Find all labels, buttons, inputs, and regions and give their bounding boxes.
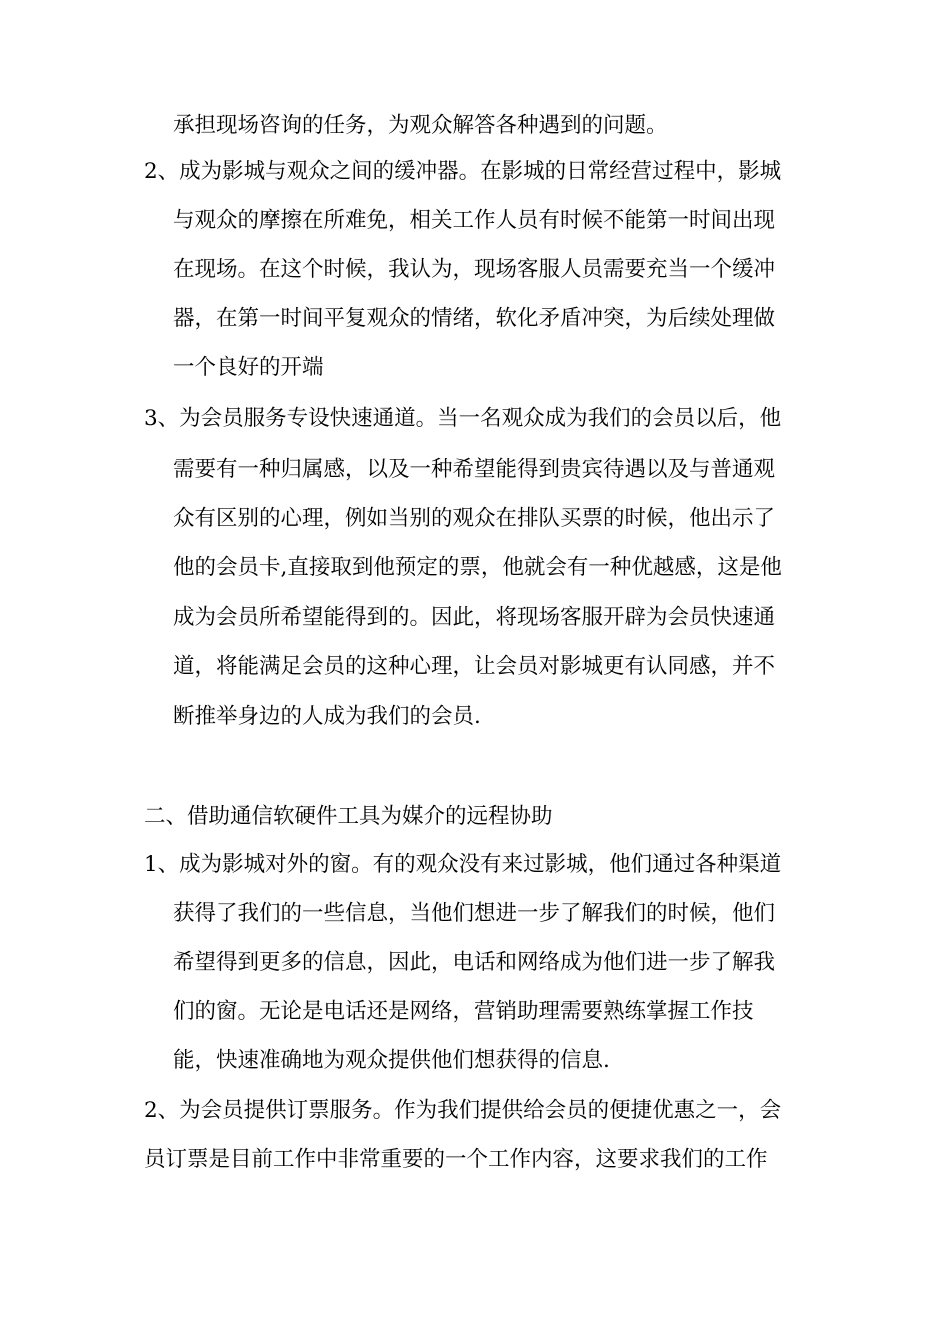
text-line: 希望得到更多的信息，因此，电话和网络成为他们进一步了解我 xyxy=(173,950,776,975)
text-line: 员订票是目前工作中非常重要的一个工作内容，这要求我们的工作 xyxy=(144,1147,768,1172)
text-line: 与观众的摩擦在所难免，相关工作人员有时候不能第一时间出现 xyxy=(173,208,776,233)
text-line: 他的会员卡,直接取到他预定的票，他就会有一种优越感，这是他 xyxy=(173,555,782,580)
text-line: 能，快速准确地为观众提供他们想获得的信息. xyxy=(173,1048,610,1073)
text-line: 一个良好的开端 xyxy=(173,355,324,380)
list-item-heading: 2、成为影城与观众之间的缓冲器。在影城的日常经营过程中，影城 xyxy=(144,159,782,184)
text-line: 成为会员所希望能得到的。因此，将现场客服开辟为会员快速通 xyxy=(173,605,776,630)
text-line: 获得了我们的一些信息，当他们想进一步了解我们的时候，他们 xyxy=(173,901,776,926)
text-line: 众有区别的心理，例如当别的观众在排队买票的时候，他出示了 xyxy=(173,506,776,531)
text-line: 器，在第一时间平复观众的情绪，软化矛盾冲突，为后续处理做 xyxy=(173,306,776,331)
text-line: 们的窗。无论是电话还是网络，营销助理需要熟练掌握工作技 xyxy=(173,999,754,1024)
list-item-heading: 2、为会员提供订票服务。作为我们提供给会员的便捷优惠之一，会 xyxy=(144,1098,782,1123)
text-line: 承担现场咨询的任务，为观众解答各种遇到的问题。 xyxy=(173,113,668,138)
text-line: 在现场。在这个时候，我认为，现场客服人员需要充当一个缓冲 xyxy=(173,257,776,282)
list-item-heading: 1、成为影城对外的窗。有的观众没有来过影城，他们通过各种渠道 xyxy=(144,852,782,877)
section-heading: 二、借助通信软硬件工具为媒介的远程协助 xyxy=(144,804,553,829)
list-item-heading: 3、为会员服务专设快速通道。当一名观众成为我们的会员以后，他 xyxy=(144,406,782,431)
text-line: 道，将能满足会员的这种心理，让会员对影城更有认同感，并不 xyxy=(173,654,776,679)
text-line: 需要有一种归属感，以及一种希望能得到贵宾待遇以及与普通观 xyxy=(173,457,776,482)
text-line: 断推举身边的人成为我们的会员. xyxy=(173,704,481,729)
